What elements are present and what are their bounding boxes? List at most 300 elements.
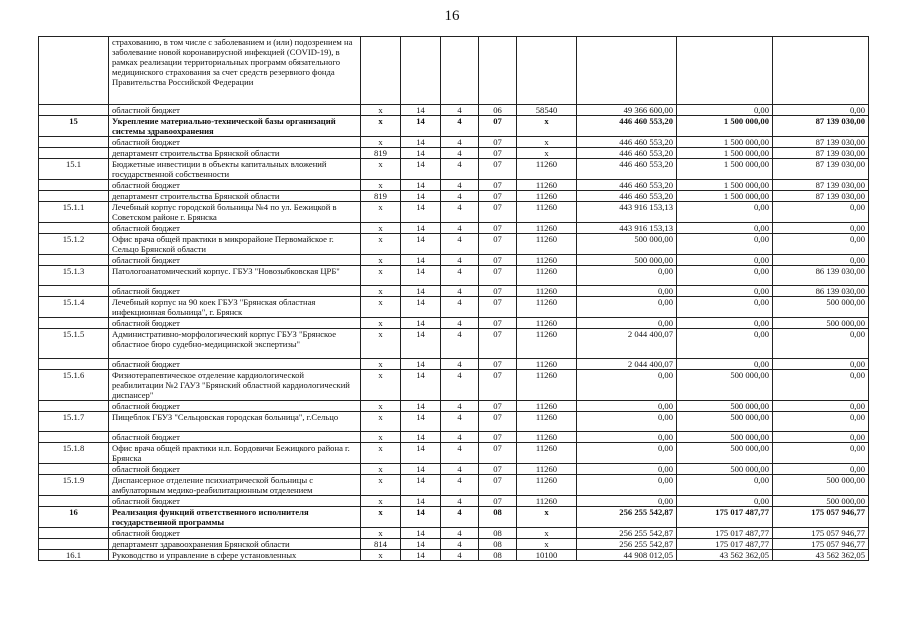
amount-year3-cell: 500 000,00 bbox=[773, 496, 869, 507]
program-code-cell: 07 bbox=[479, 137, 517, 148]
table-row bbox=[39, 116, 869, 137]
subsection-code-cell: 4 bbox=[441, 191, 479, 202]
table-row bbox=[39, 464, 869, 475]
subsection-code-cell: 4 bbox=[441, 286, 479, 297]
row-name-cell: Лечебный корпус на 90 коек ГБУЗ "Брянская областная инфекционная больница", г. Брянск bbox=[109, 297, 361, 318]
target-article-cell bbox=[517, 37, 577, 105]
target-article-cell: x bbox=[517, 528, 577, 539]
table-row bbox=[39, 550, 869, 561]
amount-year1-cell: 0,00 bbox=[577, 464, 677, 475]
row-name-cell: областной бюджет bbox=[109, 286, 361, 297]
program-code-cell: 07 bbox=[479, 432, 517, 443]
target-article-cell: 11260 bbox=[517, 223, 577, 234]
table-row bbox=[39, 137, 869, 148]
amount-year2-cell: 0,00 bbox=[677, 496, 773, 507]
amount-year1-cell: 0,00 bbox=[577, 443, 677, 464]
target-article-cell: 11260 bbox=[517, 496, 577, 507]
amount-year2-cell: 500 000,00 bbox=[677, 412, 773, 432]
row-number-cell: 15.1.3 bbox=[39, 266, 109, 286]
subsection-code-cell: 4 bbox=[441, 496, 479, 507]
table-row bbox=[39, 496, 869, 507]
row-name-cell: областной бюджет bbox=[109, 223, 361, 234]
amount-year1-cell: 256 255 542,87 bbox=[577, 539, 677, 550]
section-code-cell: 14 bbox=[401, 159, 441, 180]
row-name-cell: страхованию, в том числе с заболеванием и (или) подозрением на заболевание новой коронавирусной инфекцией (COVID-19), в рамках реализации территориальных программ обязательного медицинского страхования за счет средств резервного фонда Правительства Российской Федерации bbox=[109, 37, 361, 105]
grbs-code-cell: x bbox=[361, 443, 401, 464]
amount-year1-cell: 446 460 553,20 bbox=[577, 159, 677, 180]
row-number-cell: 15.1.8 bbox=[39, 443, 109, 464]
table-row bbox=[39, 528, 869, 539]
table-row bbox=[39, 539, 869, 550]
program-code-cell: 07 bbox=[479, 255, 517, 266]
row-name-cell: областной бюджет bbox=[109, 401, 361, 412]
section-code-cell: 14 bbox=[401, 137, 441, 148]
target-article-cell: 11260 bbox=[517, 329, 577, 359]
section-code-cell: 14 bbox=[401, 329, 441, 359]
amount-year2-cell: 0,00 bbox=[677, 223, 773, 234]
subsection-code-cell: 4 bbox=[441, 539, 479, 550]
table-row bbox=[39, 432, 869, 443]
row-number-cell bbox=[39, 180, 109, 191]
amount-year2-cell: 0,00 bbox=[677, 266, 773, 286]
grbs-code-cell: 814 bbox=[361, 539, 401, 550]
amount-year1-cell: 49 366 600,00 bbox=[577, 105, 677, 116]
target-article-cell: 11260 bbox=[517, 475, 577, 496]
section-code-cell: 14 bbox=[401, 318, 441, 329]
section-code-cell: 14 bbox=[401, 116, 441, 137]
grbs-code-cell: x bbox=[361, 318, 401, 329]
grbs-code-cell: x bbox=[361, 159, 401, 180]
row-name-cell: областной бюджет bbox=[109, 255, 361, 266]
program-code-cell bbox=[479, 37, 517, 105]
grbs-code-cell: x bbox=[361, 412, 401, 432]
amount-year3-cell: 0,00 bbox=[773, 105, 869, 116]
amount-year1-cell: 446 460 553,20 bbox=[577, 180, 677, 191]
table-row bbox=[39, 297, 869, 318]
subsection-code-cell: 4 bbox=[441, 266, 479, 286]
program-code-cell: 07 bbox=[479, 191, 517, 202]
row-name-cell: Патологоанатомический корпус. ГБУЗ "Новозыбковская ЦРБ" bbox=[109, 266, 361, 286]
amount-year2-cell: 500 000,00 bbox=[677, 401, 773, 412]
program-code-cell: 07 bbox=[479, 286, 517, 297]
section-code-cell: 14 bbox=[401, 286, 441, 297]
row-number-cell: 15.1.1 bbox=[39, 202, 109, 223]
program-code-cell: 07 bbox=[479, 148, 517, 159]
amount-year3-cell: 0,00 bbox=[773, 412, 869, 432]
subsection-code-cell: 4 bbox=[441, 202, 479, 223]
row-name-cell: Офис врача общей практики н.п. Бордовичи Бежицкого района г. Брянска bbox=[109, 443, 361, 464]
section-code-cell: 14 bbox=[401, 223, 441, 234]
section-code-cell: 14 bbox=[401, 180, 441, 191]
amount-year1-cell: 2 044 400,07 bbox=[577, 329, 677, 359]
amount-year1-cell bbox=[577, 37, 677, 105]
target-article-cell: 11260 bbox=[517, 370, 577, 401]
row-number-cell: 15.1.7 bbox=[39, 412, 109, 432]
row-name-cell: областной бюджет bbox=[109, 432, 361, 443]
grbs-code-cell: x bbox=[361, 329, 401, 359]
grbs-code-cell: x bbox=[361, 286, 401, 297]
amount-year3-cell: 175 057 946,77 bbox=[773, 507, 869, 528]
row-number-cell bbox=[39, 401, 109, 412]
table-row bbox=[39, 202, 869, 223]
amount-year2-cell: 0,00 bbox=[677, 475, 773, 496]
table-row bbox=[39, 223, 869, 234]
program-code-cell: 08 bbox=[479, 539, 517, 550]
target-article-cell: x bbox=[517, 148, 577, 159]
amount-year3-cell: 87 139 030,00 bbox=[773, 148, 869, 159]
section-code-cell: 14 bbox=[401, 464, 441, 475]
table-row bbox=[39, 105, 869, 116]
row-number-cell bbox=[39, 528, 109, 539]
row-number-cell bbox=[39, 37, 109, 105]
amount-year3-cell: 0,00 bbox=[773, 370, 869, 401]
row-name-cell: Укрепление материально-технической базы организаций системы здравоохранения bbox=[109, 116, 361, 137]
amount-year1-cell: 443 916 153,13 bbox=[577, 223, 677, 234]
program-code-cell: 08 bbox=[479, 507, 517, 528]
section-code-cell: 14 bbox=[401, 539, 441, 550]
amount-year3-cell: 87 139 030,00 bbox=[773, 159, 869, 180]
row-name-cell: областной бюджет bbox=[109, 318, 361, 329]
amount-year1-cell: 446 460 553,20 bbox=[577, 148, 677, 159]
section-code-cell: 14 bbox=[401, 496, 441, 507]
subsection-code-cell: 4 bbox=[441, 297, 479, 318]
section-code-cell: 14 bbox=[401, 475, 441, 496]
grbs-code-cell: x bbox=[361, 496, 401, 507]
subsection-code-cell: 4 bbox=[441, 359, 479, 370]
target-article-cell: 11260 bbox=[517, 464, 577, 475]
target-article-cell: 11260 bbox=[517, 432, 577, 443]
grbs-code-cell: 819 bbox=[361, 191, 401, 202]
target-article-cell: 11260 bbox=[517, 255, 577, 266]
target-article-cell: 11260 bbox=[517, 443, 577, 464]
row-name-cell: областной бюджет bbox=[109, 180, 361, 191]
row-number-cell: 15.1.2 bbox=[39, 234, 109, 255]
row-name-cell: областной бюджет bbox=[109, 496, 361, 507]
table-row bbox=[39, 329, 869, 359]
amount-year1-cell: 2 044 400,07 bbox=[577, 359, 677, 370]
row-name-cell: Лечебный корпус городской больницы №4 по ул. Бежицкой в Советском районе г. Брянска bbox=[109, 202, 361, 223]
program-code-cell: 07 bbox=[479, 359, 517, 370]
subsection-code-cell: 4 bbox=[441, 370, 479, 401]
target-article-cell: 10100 bbox=[517, 550, 577, 561]
amount-year2-cell: 1 500 000,00 bbox=[677, 191, 773, 202]
amount-year2-cell: 0,00 bbox=[677, 318, 773, 329]
amount-year3-cell: 0,00 bbox=[773, 329, 869, 359]
grbs-code-cell bbox=[361, 37, 401, 105]
target-article-cell: 11260 bbox=[517, 318, 577, 329]
row-number-cell bbox=[39, 286, 109, 297]
program-code-cell: 07 bbox=[479, 223, 517, 234]
row-number-cell: 15.1.6 bbox=[39, 370, 109, 401]
row-name-cell: Руководство и управление в сфере установленных bbox=[109, 550, 361, 561]
amount-year2-cell: 0,00 bbox=[677, 329, 773, 359]
row-number-cell bbox=[39, 148, 109, 159]
program-code-cell: 07 bbox=[479, 297, 517, 318]
grbs-code-cell: x bbox=[361, 255, 401, 266]
grbs-code-cell: x bbox=[361, 105, 401, 116]
section-code-cell: 14 bbox=[401, 297, 441, 318]
row-number-cell bbox=[39, 105, 109, 116]
section-code-cell: 14 bbox=[401, 359, 441, 370]
row-number-cell: 15.1.4 bbox=[39, 297, 109, 318]
target-article-cell: 11260 bbox=[517, 191, 577, 202]
target-article-cell: x bbox=[517, 507, 577, 528]
table-row bbox=[39, 475, 869, 496]
amount-year3-cell: 0,00 bbox=[773, 223, 869, 234]
program-code-cell: 07 bbox=[479, 180, 517, 191]
table-row bbox=[39, 191, 869, 202]
row-number-cell: 15 bbox=[39, 116, 109, 137]
section-code-cell: 14 bbox=[401, 550, 441, 561]
amount-year2-cell: 500 000,00 bbox=[677, 432, 773, 443]
amount-year1-cell: 256 255 542,87 bbox=[577, 507, 677, 528]
target-article-cell: 58540 bbox=[517, 105, 577, 116]
amount-year3-cell bbox=[773, 37, 869, 105]
subsection-code-cell: 4 bbox=[441, 432, 479, 443]
amount-year1-cell: 0,00 bbox=[577, 475, 677, 496]
amount-year2-cell: 0,00 bbox=[677, 105, 773, 116]
program-code-cell: 07 bbox=[479, 318, 517, 329]
table-row bbox=[39, 255, 869, 266]
row-name-cell: департамент здравоохранения Брянской области bbox=[109, 539, 361, 550]
table-row bbox=[39, 37, 869, 105]
table-row bbox=[39, 401, 869, 412]
program-code-cell: 08 bbox=[479, 528, 517, 539]
amount-year3-cell: 0,00 bbox=[773, 464, 869, 475]
amount-year3-cell: 0,00 bbox=[773, 443, 869, 464]
row-number-cell bbox=[39, 432, 109, 443]
subsection-code-cell: 4 bbox=[441, 159, 479, 180]
section-code-cell: 14 bbox=[401, 401, 441, 412]
subsection-code-cell: 4 bbox=[441, 464, 479, 475]
row-name-cell: департамент строительства Брянской области bbox=[109, 148, 361, 159]
table-row bbox=[39, 412, 869, 432]
amount-year3-cell: 87 139 030,00 bbox=[773, 180, 869, 191]
amount-year2-cell: 0,00 bbox=[677, 255, 773, 266]
subsection-code-cell bbox=[441, 37, 479, 105]
subsection-code-cell: 4 bbox=[441, 223, 479, 234]
row-number-cell bbox=[39, 255, 109, 266]
target-article-cell: 11260 bbox=[517, 412, 577, 432]
target-article-cell: 11260 bbox=[517, 202, 577, 223]
program-code-cell: 07 bbox=[479, 412, 517, 432]
amount-year3-cell: 500 000,00 bbox=[773, 318, 869, 329]
grbs-code-cell: x bbox=[361, 359, 401, 370]
section-code-cell: 14 bbox=[401, 432, 441, 443]
grbs-code-cell: x bbox=[361, 401, 401, 412]
target-article-cell: 11260 bbox=[517, 180, 577, 191]
amount-year1-cell: 0,00 bbox=[577, 412, 677, 432]
target-article-cell: 11260 bbox=[517, 286, 577, 297]
amount-year3-cell: 87 139 030,00 bbox=[773, 116, 869, 137]
amount-year2-cell: 1 500 000,00 bbox=[677, 180, 773, 191]
row-name-cell: Административно-морфологический корпус ГБУЗ "Брянское областное бюро судебно-медицинской экспертизы" bbox=[109, 329, 361, 359]
section-code-cell: 14 bbox=[401, 255, 441, 266]
amount-year3-cell: 86 139 030,00 bbox=[773, 286, 869, 297]
amount-year1-cell: 446 460 553,20 bbox=[577, 137, 677, 148]
row-name-cell: Реализация функций ответственного исполнителя государственной программы bbox=[109, 507, 361, 528]
amount-year2-cell: 0,00 bbox=[677, 359, 773, 370]
grbs-code-cell: x bbox=[361, 116, 401, 137]
subsection-code-cell: 4 bbox=[441, 180, 479, 191]
program-code-cell: 07 bbox=[479, 234, 517, 255]
row-number-cell bbox=[39, 223, 109, 234]
target-article-cell: 11260 bbox=[517, 234, 577, 255]
row-number-cell bbox=[39, 359, 109, 370]
table-row bbox=[39, 148, 869, 159]
grbs-code-cell: x bbox=[361, 550, 401, 561]
row-number-cell: 16.1 bbox=[39, 550, 109, 561]
row-number-cell: 15.1.9 bbox=[39, 475, 109, 496]
amount-year3-cell: 87 139 030,00 bbox=[773, 137, 869, 148]
amount-year2-cell: 1 500 000,00 bbox=[677, 148, 773, 159]
subsection-code-cell: 4 bbox=[441, 443, 479, 464]
amount-year2-cell: 175 017 487,77 bbox=[677, 528, 773, 539]
amount-year1-cell: 0,00 bbox=[577, 401, 677, 412]
program-code-cell: 07 bbox=[479, 266, 517, 286]
amount-year2-cell: 43 562 362,05 bbox=[677, 550, 773, 561]
grbs-code-cell: x bbox=[361, 507, 401, 528]
amount-year3-cell: 0,00 bbox=[773, 432, 869, 443]
section-code-cell: 14 bbox=[401, 148, 441, 159]
table-row bbox=[39, 318, 869, 329]
subsection-code-cell: 4 bbox=[441, 148, 479, 159]
section-code-cell: 14 bbox=[401, 234, 441, 255]
row-number-cell: 15.1 bbox=[39, 159, 109, 180]
table-row bbox=[39, 180, 869, 191]
section-code-cell: 14 bbox=[401, 105, 441, 116]
page-number: 16 bbox=[444, 8, 460, 24]
amount-year2-cell: 0,00 bbox=[677, 202, 773, 223]
amount-year3-cell: 87 139 030,00 bbox=[773, 191, 869, 202]
subsection-code-cell: 4 bbox=[441, 550, 479, 561]
row-name-cell: Диспансерное отделение психиатрической больницы с амбулаторным медико-реабилитационным отделением bbox=[109, 475, 361, 496]
amount-year2-cell: 1 500 000,00 bbox=[677, 116, 773, 137]
section-code-cell: 14 bbox=[401, 528, 441, 539]
target-article-cell: x bbox=[517, 137, 577, 148]
amount-year1-cell: 500 000,00 bbox=[577, 255, 677, 266]
amount-year3-cell: 0,00 bbox=[773, 234, 869, 255]
program-code-cell: 06 bbox=[479, 105, 517, 116]
amount-year3-cell: 43 562 362,05 bbox=[773, 550, 869, 561]
section-code-cell: 14 bbox=[401, 412, 441, 432]
program-code-cell: 07 bbox=[479, 116, 517, 137]
amount-year2-cell: 175 017 487,77 bbox=[677, 539, 773, 550]
row-number-cell bbox=[39, 496, 109, 507]
program-code-cell: 08 bbox=[479, 550, 517, 561]
target-article-cell: x bbox=[517, 539, 577, 550]
grbs-code-cell: x bbox=[361, 475, 401, 496]
section-code-cell: 14 bbox=[401, 370, 441, 401]
table-body bbox=[39, 37, 869, 561]
program-code-cell: 07 bbox=[479, 370, 517, 401]
table-row bbox=[39, 286, 869, 297]
row-name-cell: Физиотерапевтическое отделение кардиологической реабилитации №2 ГАУЗ "Брянский областной кардиологический диспансер" bbox=[109, 370, 361, 401]
amount-year2-cell bbox=[677, 37, 773, 105]
budget-table bbox=[38, 36, 869, 561]
amount-year3-cell: 0,00 bbox=[773, 202, 869, 223]
table-row bbox=[39, 234, 869, 255]
amount-year3-cell: 0,00 bbox=[773, 255, 869, 266]
amount-year3-cell: 175 057 946,77 bbox=[773, 539, 869, 550]
subsection-code-cell: 4 bbox=[441, 234, 479, 255]
grbs-code-cell: x bbox=[361, 464, 401, 475]
grbs-code-cell: x bbox=[361, 234, 401, 255]
grbs-code-cell: x bbox=[361, 223, 401, 234]
row-name-cell: департамент строительства Брянской области bbox=[109, 191, 361, 202]
program-code-cell: 07 bbox=[479, 159, 517, 180]
subsection-code-cell: 4 bbox=[441, 507, 479, 528]
row-name-cell: областной бюджет bbox=[109, 359, 361, 370]
subsection-code-cell: 4 bbox=[441, 116, 479, 137]
row-name-cell: областной бюджет bbox=[109, 105, 361, 116]
amount-year1-cell: 0,00 bbox=[577, 370, 677, 401]
amount-year1-cell: 0,00 bbox=[577, 266, 677, 286]
subsection-code-cell: 4 bbox=[441, 255, 479, 266]
amount-year2-cell: 0,00 bbox=[677, 286, 773, 297]
amount-year1-cell: 256 255 542,87 bbox=[577, 528, 677, 539]
amount-year2-cell: 500 000,00 bbox=[677, 464, 773, 475]
target-article-cell: x bbox=[517, 116, 577, 137]
amount-year2-cell: 1 500 000,00 bbox=[677, 159, 773, 180]
subsection-code-cell: 4 bbox=[441, 528, 479, 539]
amount-year1-cell: 0,00 bbox=[577, 496, 677, 507]
table-row bbox=[39, 443, 869, 464]
row-number-cell: 16 bbox=[39, 507, 109, 528]
amount-year2-cell: 1 500 000,00 bbox=[677, 137, 773, 148]
program-code-cell: 07 bbox=[479, 443, 517, 464]
amount-year1-cell: 446 460 553,20 bbox=[577, 116, 677, 137]
program-code-cell: 07 bbox=[479, 401, 517, 412]
amount-year1-cell: 443 916 153,13 bbox=[577, 202, 677, 223]
amount-year1-cell: 0,00 bbox=[577, 318, 677, 329]
amount-year1-cell: 446 460 553,20 bbox=[577, 191, 677, 202]
row-number-cell bbox=[39, 539, 109, 550]
amount-year1-cell: 0,00 bbox=[577, 432, 677, 443]
table-row bbox=[39, 266, 869, 286]
row-number-cell bbox=[39, 191, 109, 202]
subsection-code-cell: 4 bbox=[441, 105, 479, 116]
grbs-code-cell: x bbox=[361, 137, 401, 148]
row-number-cell bbox=[39, 137, 109, 148]
target-article-cell: 11260 bbox=[517, 359, 577, 370]
program-code-cell: 07 bbox=[479, 475, 517, 496]
table-row bbox=[39, 359, 869, 370]
subsection-code-cell: 4 bbox=[441, 475, 479, 496]
grbs-code-cell: x bbox=[361, 202, 401, 223]
target-article-cell: 11260 bbox=[517, 159, 577, 180]
section-code-cell: 14 bbox=[401, 191, 441, 202]
section-code-cell bbox=[401, 37, 441, 105]
amount-year2-cell: 0,00 bbox=[677, 234, 773, 255]
section-code-cell: 14 bbox=[401, 266, 441, 286]
row-name-cell: областной бюджет bbox=[109, 528, 361, 539]
target-article-cell: 11260 bbox=[517, 401, 577, 412]
grbs-code-cell: x bbox=[361, 370, 401, 401]
program-code-cell: 07 bbox=[479, 329, 517, 359]
table-row bbox=[39, 370, 869, 401]
amount-year2-cell: 500 000,00 bbox=[677, 443, 773, 464]
subsection-code-cell: 4 bbox=[441, 137, 479, 148]
subsection-code-cell: 4 bbox=[441, 329, 479, 359]
grbs-code-cell: x bbox=[361, 432, 401, 443]
row-name-cell: Офис врача общей практики в микрорайоне Первомайское г. Сельцо Брянской области bbox=[109, 234, 361, 255]
amount-year1-cell: 44 908 012,05 bbox=[577, 550, 677, 561]
target-article-cell: 11260 bbox=[517, 266, 577, 286]
section-code-cell: 14 bbox=[401, 507, 441, 528]
row-number-cell: 15.1.5 bbox=[39, 329, 109, 359]
subsection-code-cell: 4 bbox=[441, 401, 479, 412]
